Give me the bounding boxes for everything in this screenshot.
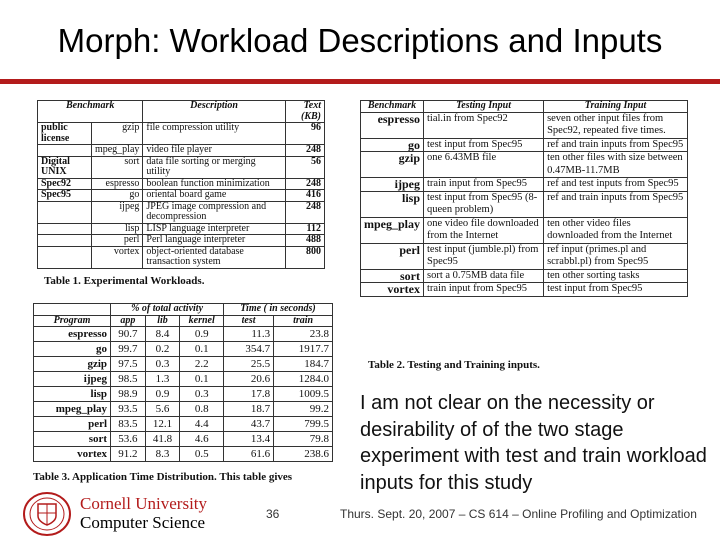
table-cell: 112 [285, 223, 324, 235]
table-cell: ijpeg [361, 178, 424, 192]
table-cell [38, 235, 92, 247]
table-row [38, 235, 325, 247]
table-cell: gzip [361, 152, 424, 178]
table-cell: one video file downloaded from the Internet [424, 217, 544, 243]
table-row [38, 178, 325, 190]
table-cell: 98.9 [111, 387, 146, 402]
table-cell: train [274, 315, 333, 327]
table-cell: lisp [34, 387, 111, 402]
table-cell: boolean function minimization [143, 178, 285, 190]
table-row [38, 145, 325, 157]
table-cell: 17.8 [224, 387, 274, 402]
table-cell: mpeg_play [91, 145, 142, 157]
table-cell: vortex [91, 246, 142, 268]
table-cell: gzip [34, 357, 111, 372]
table-cell: 4.4 [180, 417, 224, 432]
table-cell: 248 [285, 201, 324, 223]
table-cell: 91.2 [111, 447, 146, 462]
table-cell: LISP language interpreter [143, 223, 285, 235]
table-cell: Text (KB) [285, 101, 324, 123]
table-cell: 354.7 [224, 342, 274, 357]
table-cell: test [224, 315, 274, 327]
table-cell: espresso [91, 178, 142, 190]
table-cell: go [361, 138, 424, 152]
table-cell: public license [38, 123, 92, 145]
table-cell: vortex [361, 283, 424, 297]
table-cell: sort a 0.75MB data file [424, 269, 544, 283]
table-row [38, 246, 325, 268]
table-cell: ten other files with size between 0.47MB-11.7MB [544, 152, 688, 178]
table-cell [38, 145, 92, 157]
table-cell: 97.5 [111, 357, 146, 372]
table-cell: Testing Input [424, 101, 544, 113]
table-cell: perl [91, 235, 142, 247]
table-cell: train input from Spec95 [424, 178, 544, 192]
table-cell: Digital UNIX [38, 156, 92, 178]
table-row [361, 152, 688, 178]
footer-text: Thurs. Sept. 20, 2007 – CS 614 – Online Profiling and Optimization [340, 507, 697, 521]
table-row [38, 190, 325, 202]
table-cell: 799.5 [274, 417, 333, 432]
inputs-table [360, 100, 688, 297]
table-header-row [361, 101, 688, 113]
table-row [34, 447, 333, 462]
table-cell: kernel [180, 315, 224, 327]
table-cell: ref and train inputs from Spec95 [544, 138, 688, 152]
table-cell: video file player [143, 145, 285, 157]
table-cell: 0.3 [145, 357, 180, 372]
table-cell: 248 [285, 145, 324, 157]
table-cell: seven other input files from Spec92, repeated five times. [544, 112, 688, 138]
table-cell: 4.6 [180, 432, 224, 447]
table-cell: 90.7 [111, 327, 146, 342]
table-cell: ijpeg [91, 201, 142, 223]
table-cell: file compression utility [143, 123, 285, 145]
table-cell: ref and test inputs from Spec95 [544, 178, 688, 192]
table-row [34, 357, 333, 372]
table-cell: 99.2 [274, 402, 333, 417]
table-cell: 11.3 [224, 327, 274, 342]
table-cell: ten other video files downloaded from the Internet [544, 217, 688, 243]
table-cell: 0.3 [180, 387, 224, 402]
table-row [38, 156, 325, 178]
table-cell: 79.8 [274, 432, 333, 447]
table-cell [38, 246, 92, 268]
cornell-logo-text [80, 494, 207, 532]
table-cell: sort [361, 269, 424, 283]
table-cell: 416 [285, 190, 324, 202]
table-cell: 12.1 [145, 417, 180, 432]
table-cell: oriental board game [143, 190, 285, 202]
table-cell: test input from Spec95 [424, 138, 544, 152]
table-cell: 0.5 [180, 447, 224, 462]
table-cell: go [34, 342, 111, 357]
table-cell: 5.6 [145, 402, 180, 417]
time-distribution-table [33, 303, 333, 462]
university-name: Cornell University [80, 494, 208, 513]
table-cell: test input from Spec95 (8-queen problem) [424, 191, 544, 217]
table-cell: Spec95 [38, 190, 92, 202]
table-row [34, 402, 333, 417]
table-cell: 93.5 [111, 402, 146, 417]
table-cell: 25.5 [224, 357, 274, 372]
table-cell: 13.4 [224, 432, 274, 447]
table3-caption: Table 3. Application Time Distribution. This table gives [33, 471, 293, 483]
table-cell: vortex [34, 447, 111, 462]
table-cell: 0.1 [180, 342, 224, 357]
table-cell: Description [143, 101, 285, 123]
table-cell: perl [34, 417, 111, 432]
table-cell: % of total activity [111, 304, 224, 316]
table-cell: sort [34, 432, 111, 447]
table-cell: 248 [285, 178, 324, 190]
table-cell [38, 201, 92, 223]
table-row [34, 387, 333, 402]
table-cell: 53.6 [111, 432, 146, 447]
table-row [38, 201, 325, 223]
table-cell: test input (jumble.pl) from Spec95 [424, 243, 544, 269]
table-cell: JPEG image compression and decompression [143, 201, 285, 223]
table-cell: object-oriented database transaction system [143, 246, 285, 268]
table-header-row [34, 315, 333, 327]
table-cell: gzip [91, 123, 142, 145]
table-cell: 0.9 [145, 387, 180, 402]
table-cell: espresso [361, 112, 424, 138]
slide-title: Morph: Workload Descriptions and Inputs [57, 22, 663, 59]
table-cell: 1009.5 [274, 387, 333, 402]
table-cell: mpeg_play [34, 402, 111, 417]
table-cell: 23.8 [274, 327, 333, 342]
table-row [34, 417, 333, 432]
table-cell: 8.4 [145, 327, 180, 342]
table-cell: Training Input [544, 101, 688, 113]
page-number: 36 [266, 507, 280, 521]
table-cell: Benchmark [38, 101, 143, 123]
table-cell: 61.6 [224, 447, 274, 462]
cornell-seal-icon [22, 492, 72, 536]
table-cell: one 6.43MB file [424, 152, 544, 178]
table-cell: 56 [285, 156, 324, 178]
table-cell [38, 223, 92, 235]
table-cell: data file sorting or merging utility [143, 156, 285, 178]
table-cell: sort [91, 156, 142, 178]
table-row [361, 269, 688, 283]
table-cell: ref input (primes.pl and scrabbl.pl) from Spec95 [544, 243, 688, 269]
table-cell: 8.3 [145, 447, 180, 462]
title-divider [0, 79, 720, 84]
table-cell: 2.2 [180, 357, 224, 372]
table-cell: 0.2 [145, 342, 180, 357]
workloads-table [37, 100, 325, 269]
table-cell: 238.6 [274, 447, 333, 462]
table-cell: Benchmark [361, 101, 424, 113]
table-row [361, 178, 688, 192]
table-cell: lisp [361, 191, 424, 217]
table-cell: 0.8 [180, 402, 224, 417]
table-cell: ijpeg [34, 372, 111, 387]
table-cell: espresso [34, 327, 111, 342]
table-cell: lisp [91, 223, 142, 235]
table-cell: 1917.7 [274, 342, 333, 357]
table-cell: 0.9 [180, 327, 224, 342]
table-cell: 1.3 [145, 372, 180, 387]
table-cell: Time ( in seconds) [224, 304, 333, 316]
table-row [361, 112, 688, 138]
table-row [34, 372, 333, 387]
table-row [361, 191, 688, 217]
table-cell: 184.7 [274, 357, 333, 372]
table-cell: ref and train inputs from Spec95 [544, 191, 688, 217]
table-cell: 98.5 [111, 372, 146, 387]
table-cell: 1284.0 [274, 372, 333, 387]
table-cell: Program [34, 315, 111, 327]
table-cell: 800 [285, 246, 324, 268]
table-cell: 83.5 [111, 417, 146, 432]
table-cell: test input from Spec95 [544, 283, 688, 297]
table-row [361, 217, 688, 243]
comment-text: I am not clear on the necessity or desirability of of the two stage experiment with test and train workload inputs for this study [360, 392, 707, 494]
table-cell: Spec92 [38, 178, 92, 190]
table-cell: 43.7 [224, 417, 274, 432]
table-cell: mpeg_play [361, 217, 424, 243]
table-cell: 18.7 [224, 402, 274, 417]
table-header-row [38, 101, 325, 123]
table1-caption: Table 1. Experimental Workloads. [44, 275, 205, 287]
table-cell: ten other sorting tasks [544, 269, 688, 283]
table-cell: 99.7 [111, 342, 146, 357]
table-cell: 41.8 [145, 432, 180, 447]
table-row [34, 327, 333, 342]
table-cell: 96 [285, 123, 324, 145]
table-cell: lib [145, 315, 180, 327]
table-cell: train input from Spec95 [424, 283, 544, 297]
table-cell: go [91, 190, 142, 202]
table2-caption: Table 2. Testing and Training inputs. [368, 359, 540, 371]
table-cell: app [111, 315, 146, 327]
table-row [361, 283, 688, 297]
table-cell: 488 [285, 235, 324, 247]
table-row [38, 123, 325, 145]
department-name: Computer Science [80, 513, 206, 532]
table-group-header-row [34, 304, 333, 316]
table-row [361, 138, 688, 152]
table-row [34, 342, 333, 357]
table-cell: 0.1 [180, 372, 224, 387]
table-row [38, 223, 325, 235]
table-cell: perl [361, 243, 424, 269]
table-row [361, 243, 688, 269]
table-row [34, 432, 333, 447]
table-cell: 20.6 [224, 372, 274, 387]
table-cell: Perl language interpreter [143, 235, 285, 247]
table-cell: tial.in from Spec92 [424, 112, 544, 138]
